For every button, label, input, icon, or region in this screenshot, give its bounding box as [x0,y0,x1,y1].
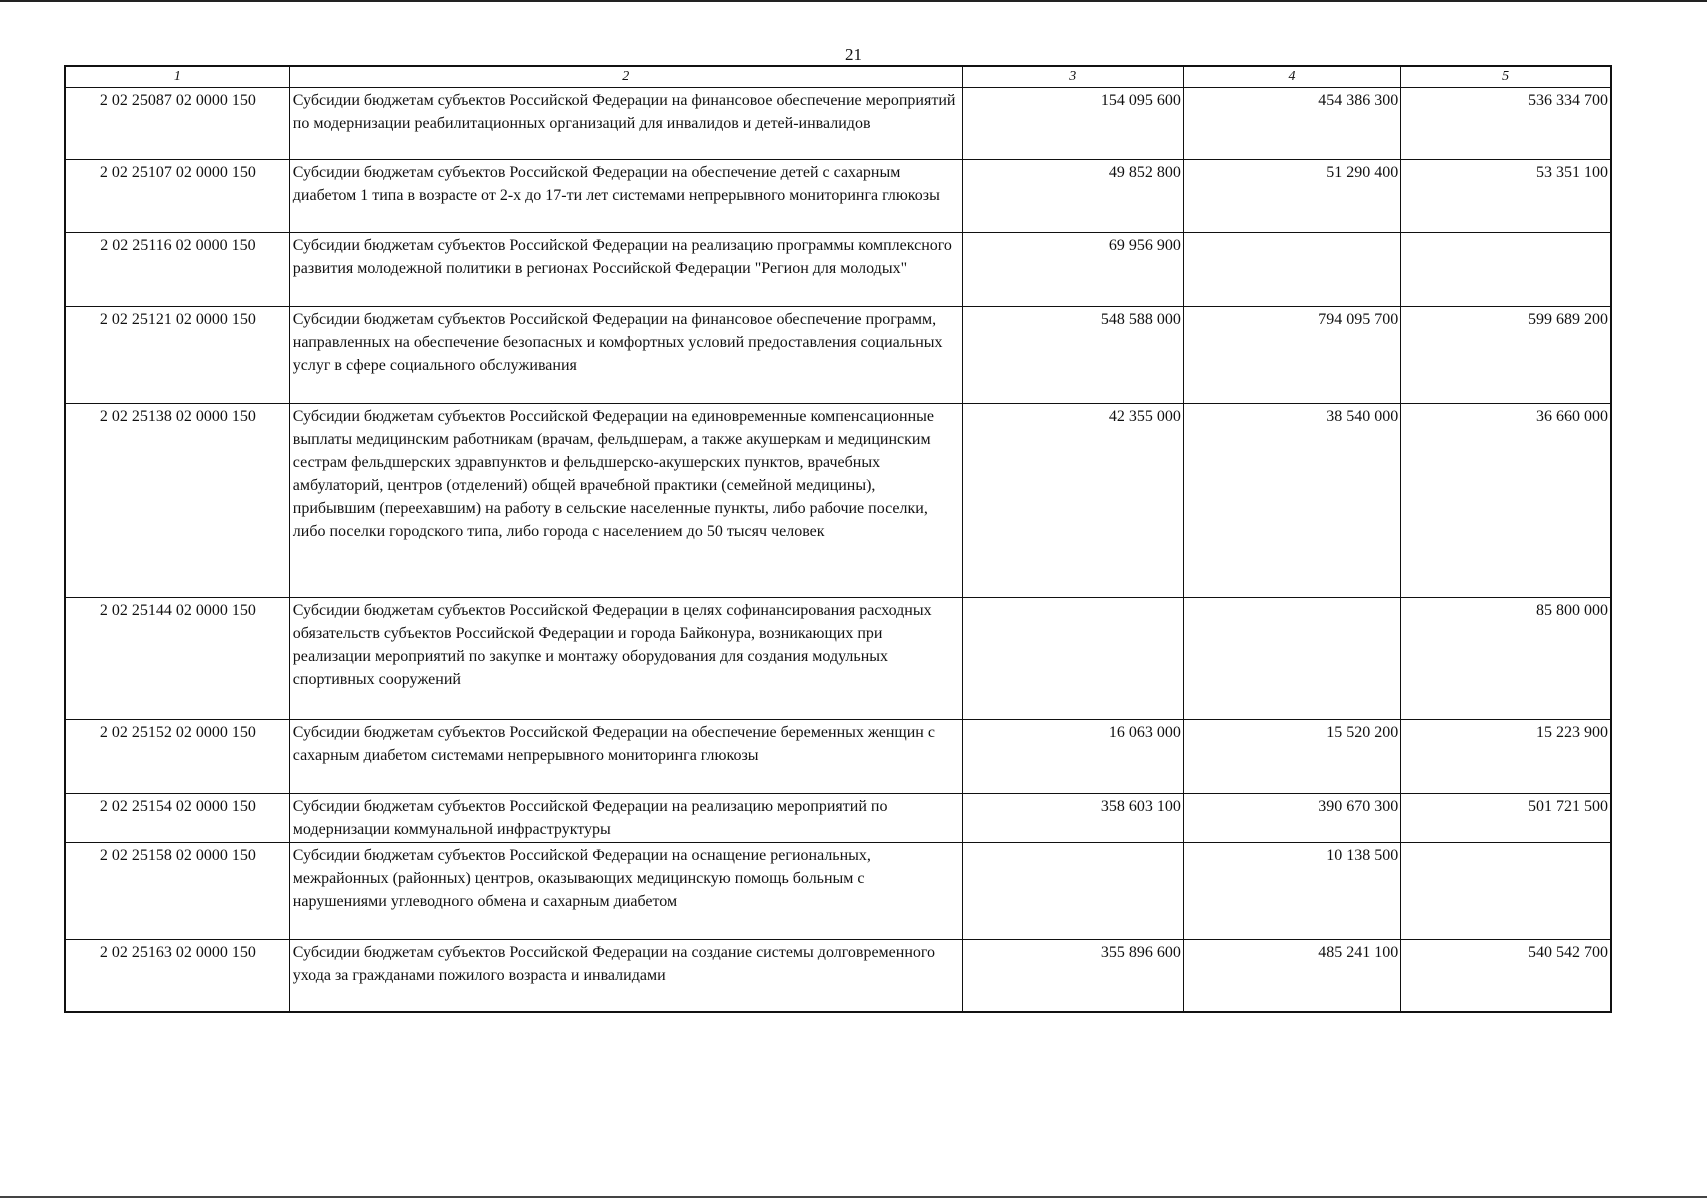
table-row [65,403,1611,597]
column-header-3: 3 [962,66,1183,87]
description-cell: Субсидии бюджетам субъектов Российской Федерации на финансовое обеспечение программ, направленных на обеспечение безопасных и комфортных условий предоставления социальных услуг в сфере социального обслуживания [289,306,962,403]
page-top-border [0,0,1707,2]
amount-col4-cell: 38 540 000 [1183,403,1400,597]
amount-col4-cell: 794 095 700 [1183,306,1400,403]
description-cell: Субсидии бюджетам субъектов Российской Федерации на оснащение региональных, межрайонных (районных) центров, оказывающих медицинскую помощь больным с нарушениями углеводного обмена и сахарным диабетом [289,842,962,939]
amount-col3-cell: 154 095 600 [962,87,1183,159]
amount-col5-cell [1401,842,1611,939]
description-cell: Субсидии бюджетам субъектов Российской Федерации на единовременные компенсационные выплаты медицинским работникам (врачам, фельдшерам, а также акушеркам и медицинским сестрам фельдшерских здравпунктов и фельдшерско-акушерских пунктов, врачебных амбулаторий, центров (отделений) общей врачебной практики (семейной медицины), прибывшим (переехавшим) на работу в сельские населенные пункты, либо рабочие поселки, либо поселки городского типа, либо города с населением до 50 тысяч человек [289,403,962,597]
amount-col5-cell [1401,232,1611,306]
budget-code-cell: 2 02 25087 02 0000 150 [65,87,289,159]
description-cell: Субсидии бюджетам субъектов Российской Федерации на финансовое обеспечение мероприятий по модернизации реабилитационных организаций для инвалидов и детей-инвалидов [289,87,962,159]
description-cell: Субсидии бюджетам субъектов Российской Федерации на создание системы долговременного ухода за гражданами пожилого возраста и инвалидами [289,939,962,1012]
amount-col3-cell [962,842,1183,939]
table-row [65,232,1611,306]
table-row [65,842,1611,939]
amount-col3-cell: 16 063 000 [962,719,1183,793]
amount-col5-cell: 53 351 100 [1401,159,1611,232]
description-cell: Субсидии бюджетам субъектов Российской Федерации на реализацию мероприятий по модернизации коммунальной инфраструктуры [289,793,962,842]
amount-col5-cell: 85 800 000 [1401,597,1611,719]
column-header-2: 2 [289,66,962,87]
amount-col5-cell: 15 223 900 [1401,719,1611,793]
page-number: 21 [845,45,862,64]
amount-col4-cell: 15 520 200 [1183,719,1400,793]
amount-col3-cell: 42 355 000 [962,403,1183,597]
header-row [65,66,1611,87]
budget-code-cell: 2 02 25116 02 0000 150 [65,232,289,306]
amount-col4-cell [1183,597,1400,719]
amount-col3-cell: 548 588 000 [962,306,1183,403]
amount-col4-cell: 454 386 300 [1183,87,1400,159]
amount-col4-cell: 485 241 100 [1183,939,1400,1012]
amount-col4-cell [1183,232,1400,306]
table-row [65,87,1611,159]
table-row [65,939,1611,1012]
table-row [65,159,1611,232]
table-row [65,597,1611,719]
budget-code-cell: 2 02 25154 02 0000 150 [65,793,289,842]
amount-col3-cell: 69 956 900 [962,232,1183,306]
budget-code-cell: 2 02 25144 02 0000 150 [65,597,289,719]
amount-col5-cell: 540 542 700 [1401,939,1611,1012]
amount-col3-cell: 49 852 800 [962,159,1183,232]
amount-col4-cell: 390 670 300 [1183,793,1400,842]
budget-code-cell: 2 02 25107 02 0000 150 [65,159,289,232]
budget-code-cell: 2 02 25163 02 0000 150 [65,939,289,1012]
description-cell: Субсидии бюджетам субъектов Российской Федерации в целях софинансирования расходных обязательств субъектов Российской Федерации и города Байконура, возникающих при реализации мероприятий по закупке и монтажу оборудования для создания модульных спортивных сооружений [289,597,962,719]
column-header-4: 4 [1183,66,1400,87]
amount-col5-cell: 501 721 500 [1401,793,1611,842]
amount-col3-cell: 358 603 100 [962,793,1183,842]
table-row [65,793,1611,842]
budget-code-cell: 2 02 25138 02 0000 150 [65,403,289,597]
description-cell: Субсидии бюджетам субъектов Российской Федерации на обеспечение беременных женщин с сахарным диабетом системами непрерывного мониторинга глюкозы [289,719,962,793]
amount-col5-cell: 536 334 700 [1401,87,1611,159]
amount-col4-cell: 51 290 400 [1183,159,1400,232]
budget-table [64,65,1612,1013]
amount-col3-cell [962,597,1183,719]
amount-col3-cell: 355 896 600 [962,939,1183,1012]
amount-col5-cell: 36 660 000 [1401,403,1611,597]
description-cell: Субсидии бюджетам субъектов Российской Федерации на реализацию программы комплексного развития молодежной политики в регионах Российской Федерации "Регион для молодых" [289,232,962,306]
amount-col5-cell: 599 689 200 [1401,306,1611,403]
amount-col4-cell: 10 138 500 [1183,842,1400,939]
budget-code-cell: 2 02 25152 02 0000 150 [65,719,289,793]
column-header-1: 1 [65,66,289,87]
page-bottom-border [0,1196,1707,1198]
budget-code-cell: 2 02 25121 02 0000 150 [65,306,289,403]
table-row [65,306,1611,403]
column-header-5: 5 [1401,66,1611,87]
budget-code-cell: 2 02 25158 02 0000 150 [65,842,289,939]
table-row [65,719,1611,793]
description-cell: Субсидии бюджетам субъектов Российской Федерации на обеспечение детей с сахарным диабетом 1 типа в возрасте от 2-х до 17-ти лет системами непрерывного мониторинга глюкозы [289,159,962,232]
